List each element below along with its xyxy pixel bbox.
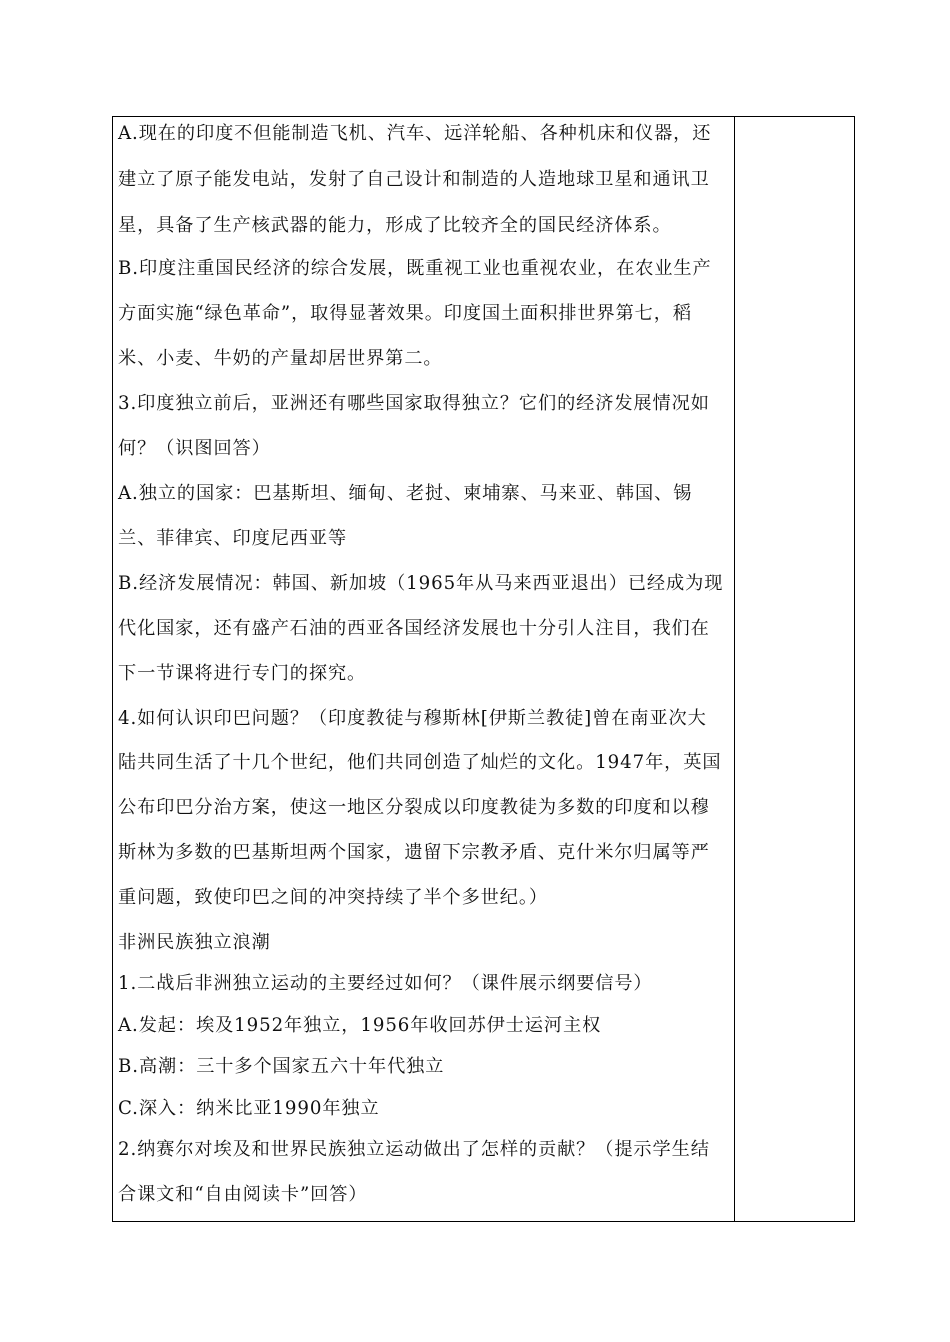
text-line: 兰、菲律宾、印度尼西亚等 bbox=[118, 528, 348, 549]
text-line: C.深入：纳米比亚1990年独立 bbox=[118, 1098, 380, 1119]
text-line: A.发起：埃及1952年独立，1956年收回苏伊士运河主权 bbox=[118, 1015, 602, 1036]
text-line: 4.如何认识印巴问题？（印度教徒与穆斯林[伊斯兰教徒]曾在南亚次大 bbox=[118, 708, 707, 729]
text-line: 合课文和“自由阅读卡”回答） bbox=[118, 1184, 368, 1205]
text-line: 3.印度独立前后，亚洲还有哪些国家取得独立？它们的经济发展情况如 bbox=[118, 393, 710, 414]
text-line: B.高潮：三十多个国家五六十年代独立 bbox=[118, 1056, 445, 1077]
text-line: 斯林为多数的巴基斯坦两个国家，遗留下宗教矛盾、克什米尔归属等严 bbox=[118, 842, 710, 863]
text-line: B.经济发展情况：韩国、新加坡（1965年从马来西亚退出）已经成为现 bbox=[118, 573, 724, 594]
text-line: 代化国家，还有盛产石油的西亚各国经济发展也十分引人注目，我们在 bbox=[118, 618, 710, 639]
notes-cell bbox=[735, 117, 854, 1221]
text-line: 米、小麦、牛奶的产量却居世界第二。 bbox=[118, 348, 443, 369]
text-line: 公布印巴分治方案，使这一地区分裂成以印度教徒为多数的印度和以穆 bbox=[118, 797, 710, 818]
text-line: 方面实施“绿色革命”，取得显著效果。印度国土面积排世界第七，稻 bbox=[118, 303, 692, 324]
text-line: B.印度注重国民经济的综合发展，既重视工业也重视农业，在农业生产 bbox=[118, 258, 712, 279]
content-cell bbox=[113, 117, 734, 1221]
text-line: A.独立的国家：巴基斯坦、缅甸、老挝、柬埔寨、马来亚、韩国、锡 bbox=[118, 483, 693, 504]
text-line: 下一节课将进行专门的探究。 bbox=[118, 663, 367, 684]
text-line: 陆共同生活了十几个世纪，他们共同创造了灿烂的文化。1947年，英国 bbox=[118, 752, 722, 773]
text-line: 1.二战后非洲独立运动的主要经过如何？（课件展示纲要信号） bbox=[118, 973, 653, 994]
text-line: 2.纳赛尔对埃及和世界民族独立运动做出了怎样的贡献？（提示学生结 bbox=[118, 1139, 710, 1160]
text-line: 建立了原子能发电站，发射了自己设计和制造的人造地球卫星和通讯卫 bbox=[118, 169, 710, 190]
lesson-table bbox=[112, 116, 855, 1222]
section-heading: 非洲民族独立浪潮 bbox=[118, 932, 271, 953]
text-line: 何？（识图回答） bbox=[118, 438, 271, 459]
text-line: 重问题，致使印巴之间的冲突持续了半个多世纪。） bbox=[118, 887, 548, 908]
text-line: A.现在的印度不但能制造飞机、汽车、远洋轮船、各种机床和仪器，还 bbox=[118, 123, 712, 144]
text-line: 星，具备了生产核武器的能力，形成了比较齐全的国民经济体系。 bbox=[118, 215, 672, 236]
